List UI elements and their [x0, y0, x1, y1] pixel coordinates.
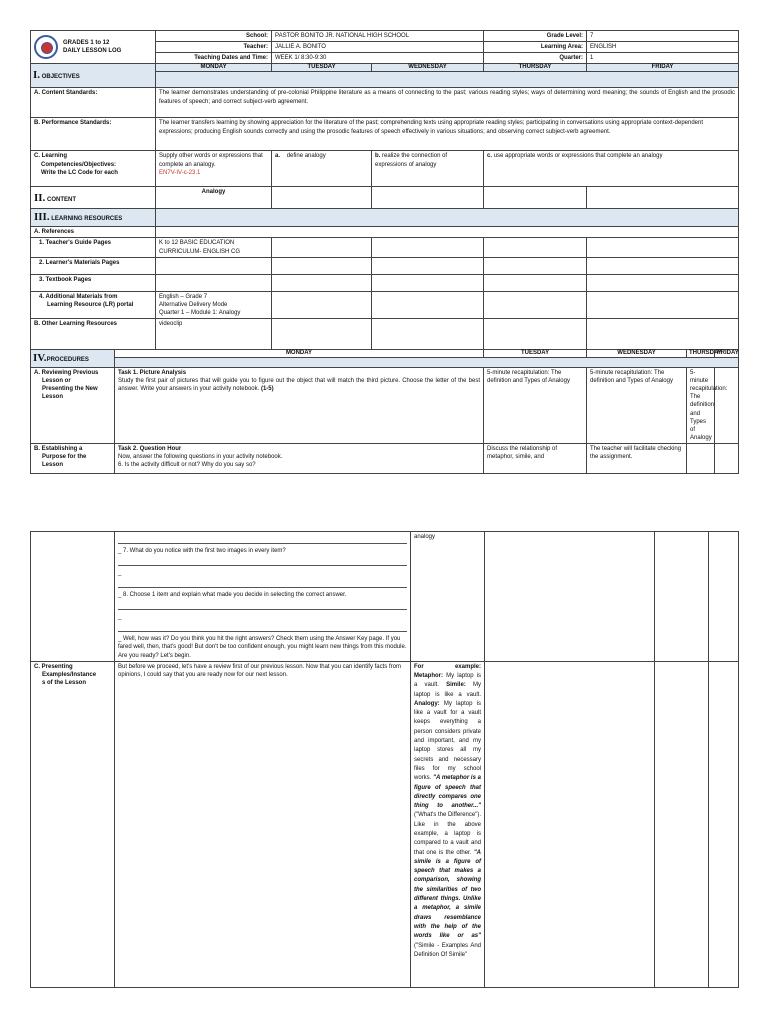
school-value: PASTOR BONITO JR. NATIONAL HIGH SCHOOL: [272, 31, 484, 42]
dates-label: Teaching Dates and Time:: [156, 53, 272, 64]
content-standards-text: The learner demonstrates understanding of pre-colonial Philippine literature as a means of connecting to the past; various reading styles; ways of determining word meaning; the sounds of English and the prosodic features of speech; and correct subject-verb agreement.: [156, 88, 739, 118]
log-label: DAILY LESSON LOG: [63, 48, 122, 55]
proc-day-wednesday: WEDNESDAY: [587, 349, 687, 357]
lesson-log-page-1: [30, 30, 738, 474]
competency-c: c. use appropriate words or expressions that complete an analogy: [484, 151, 739, 187]
presenting-examples-label: C. Presenting Examples/Instance s of the Lesson: [31, 661, 115, 987]
questions-monday: _ 7. What do you notice with the first two images in every item? _ _ 8. Choose 1 item and explain what made you decide in selecting the correct answer. _ _ Well, how was it? Do you think you hit the right answers? Check them using the Answer Key page. If you fared well, then, that's good! But don't be too confident enough, you might learn new things from this module. Are you ready? Let's begin.: [115, 532, 411, 662]
resources-heading: III. LEARNING RESOURCES: [31, 209, 156, 227]
establishing-label: B. Establishing a Purpose for the Lesson: [31, 443, 115, 473]
presenting-examples-tuesday: For example: Metaphor: My laptop is a vault. Simile: My laptop is like a vault. Analogy: My laptop is like a vault for a vault keeps everything a person considers private and important, and my laptop stores all my secrets and necessary files for my school works. "A metaphor is a figure of speech that directly compares one thing to another..." ("What's the Difference"). Like in the above example, a laptop is compared to a vault and that one is the other. "A simile is a figure of speech that makes a comparison, showing the similarities of two different things. Unlike a metaphor, a simile draws resemblance with the help of the words like or as" ("Simile - Examples And Definition Of Simile": [411, 661, 485, 987]
competency-monday: Supply other words or expressions that complete an analogy. EN7V-IV-c-23.1: [156, 151, 272, 187]
quarter-value: 1: [587, 53, 739, 64]
day-thursday: THURSDAY: [484, 64, 587, 72]
establishing-monday: Task 2. Question Hour Now, answer the following questions in your activity notebook. 6. Is the activity difficult or not? Why do you say so?: [115, 443, 484, 473]
proc-day-monday: MONDAY: [115, 349, 484, 357]
proc-day-tuesday: TUESDAY: [484, 349, 587, 357]
day-wednesday: WEDNESDAY: [372, 64, 484, 72]
reviewing-tuesday: 5-minute recapitulation: The definition and Types of Analogy: [484, 368, 587, 444]
establishing-tuesday: Discuss the relationship of metaphor, simile, and: [484, 443, 587, 473]
lesson-log-table: [30, 30, 739, 474]
objectives-heading: I. OBJECTIVES: [31, 64, 156, 88]
logo-cell: [31, 31, 156, 64]
proc-day-friday: FRIDAY: [715, 349, 739, 357]
grades-label: GRADES 1 to 12: [63, 40, 110, 47]
additional-materials-label: 4. Additional Materials from Learning Resource (LR) portal: [31, 291, 156, 318]
teacher-value: JALLIE A. BONITO: [272, 42, 484, 53]
day-monday: MONDAY: [156, 64, 272, 72]
deped-seal-icon: [34, 35, 58, 59]
competency-b: b. realize the connection of expressions of analogy: [372, 151, 484, 187]
quarter-label: Quarter:: [484, 53, 587, 64]
teachers-guide-label: 1. Teacher's Guide Pages: [31, 238, 156, 257]
day-friday: FRIDAY: [587, 64, 739, 72]
grade-level-value: 7: [587, 31, 739, 42]
performance-standards-text: The learner transfers learning by showing appreciation for the literature of the past; comprehending texts using appropriate reading styles; participating in conversations using appropriate context-dependent expressions; producing English sounds correctly and using the prosodic features of speech effectively in various situations; and observing correct subject-verb agreement.: [156, 118, 739, 151]
grade-level-label: Grade Level:: [484, 31, 587, 42]
competencies-label: C. Learning Competencies/Objectives: Write the LC Code for each: [31, 151, 156, 187]
presenting-examples-monday: But before we proceed, let's have a review first of our previous lesson. Now that you can identify facts from opinions, I could say that you are ready now for our next lesson.: [115, 661, 411, 987]
other-resources-value: videoclip: [156, 318, 272, 349]
content-monday: Analogy: [156, 187, 272, 209]
school-label: School:: [156, 31, 272, 42]
reviewing-label: A. Reviewing Previous Lesson or Presenting the New Lesson: [31, 368, 115, 444]
reviewing-wednesday: 5-minute recapitulation: The definition and Types of Analogy: [587, 368, 687, 444]
lesson-log-table-continued: [30, 531, 739, 988]
competency-a: a. define analogy: [272, 151, 372, 187]
establishing-wednesday: The teacher will facilitate checking the assignment.: [587, 443, 687, 473]
learners-materials-label: 2. Learner's Materials Pages: [31, 257, 156, 274]
day-tuesday: TUESDAY: [272, 64, 372, 72]
additional-materials-value: English – Grade 7 Alternative Delivery Mode Quarter 1 – Module 1: Analogy: [156, 291, 272, 318]
teacher-label: Teacher:: [156, 42, 272, 53]
performance-standards-label: B. Performance Standards:: [31, 118, 156, 151]
lesson-log-page-2: [30, 531, 738, 988]
learning-area-value: ENGLISH: [587, 42, 739, 53]
other-resources-label: B. Other Learning Resources: [31, 318, 156, 349]
proc-day-thursday: THURSDAY: [687, 349, 715, 357]
textbook-pages-label: 3. Textbook Pages: [31, 274, 156, 291]
questions-tuesday: analogy: [411, 532, 485, 662]
references-label: A. References: [31, 227, 156, 238]
teachers-guide-value: K to 12 BASIC EDUCATION CURRICULUM- ENGLISH CG: [156, 238, 272, 257]
learning-area-label: Learning Area:: [484, 42, 587, 53]
content-standards-label: A. Content Standards:: [31, 88, 156, 118]
reviewing-monday: Task 1. Picture Analysis Study the first pair of pictures that will guide you to figure out the object that will match the third picture. Choose the letter of the best answer. Write your answers in your activity notebook. (1-5): [115, 368, 484, 444]
lc-code: EN7V-IV-c-23.1: [159, 169, 201, 176]
dates-value: WEEK 1/ 8:30-9:30: [272, 53, 484, 64]
reviewing-thursday: 5-minute recapitulation: The definition and Types of Analogy: [687, 368, 715, 444]
content-heading: II. CONTENT: [31, 187, 156, 209]
procedures-heading: IV.PROCEDURES: [31, 349, 115, 367]
